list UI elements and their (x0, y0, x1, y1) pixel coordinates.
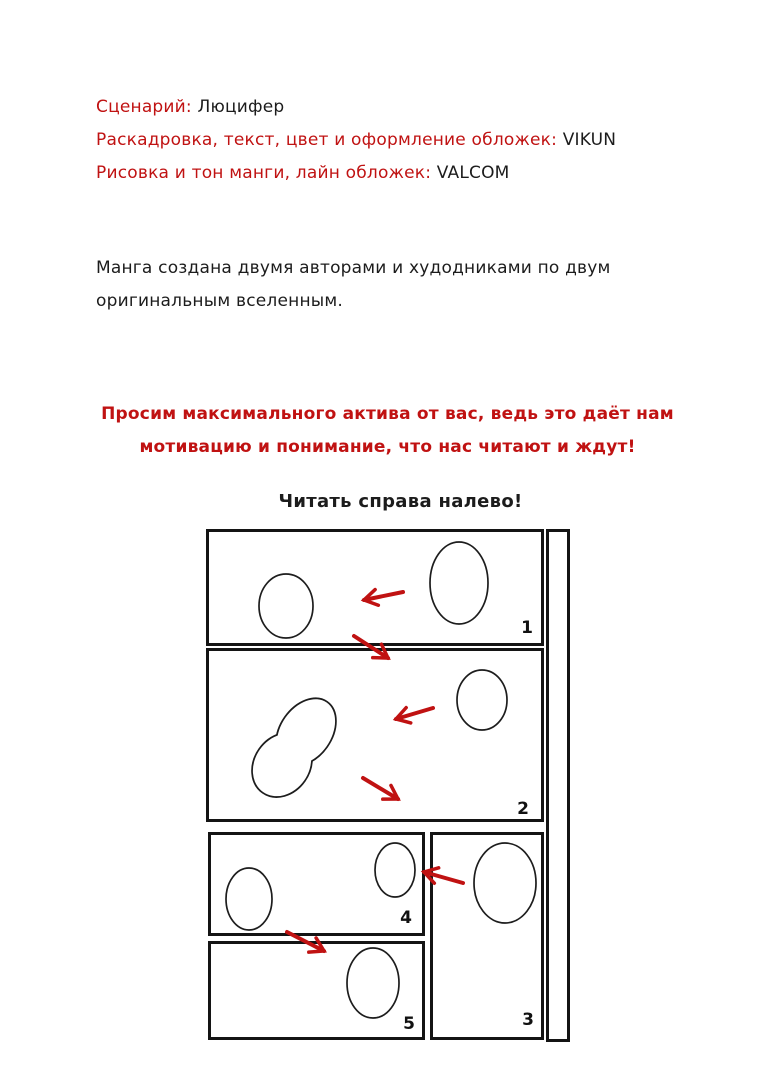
panel-number-2: 2 (517, 799, 529, 819)
panel-order-diagram-svg (206, 529, 576, 1044)
credit-line-scenario (96, 91, 616, 124)
cta-line-1: Просим максимального актива от вас, ведь это даёт нам (101, 404, 674, 424)
speech-bubble (226, 868, 272, 930)
credit-line-lineart (96, 157, 616, 190)
credit-label: Сценарий: (96, 97, 192, 117)
credit-label: Рисовка и тон манги, лайн обложек: (96, 163, 432, 183)
credit-value: VALCOM (436, 163, 510, 183)
reading-direction-note: Читать справа налево! (278, 491, 523, 512)
speech-bubble (375, 843, 415, 897)
panel-number-4: 4 (400, 908, 412, 928)
panel-number-1: 1 (521, 618, 533, 638)
panel-1-frame (208, 531, 543, 645)
credit-label: Раскадровка, текст, цвет и оформление обложек: (96, 130, 558, 150)
credit-line-storyboard (96, 124, 616, 157)
about-paragraph (96, 252, 611, 318)
about-line-1: Манга создана двумя авторами и худодниками по двум (96, 258, 611, 278)
about-line-2: оригинальным вселенным. (96, 291, 344, 311)
panel-number-5: 5 (403, 1014, 415, 1034)
credit-value: Люцифер (197, 97, 285, 117)
speech-bubble (457, 670, 507, 730)
panel-number-3: 3 (522, 1010, 534, 1030)
credits-block (96, 91, 616, 190)
credit-value: VIKUN (562, 130, 617, 150)
cta-paragraph (0, 398, 775, 464)
speech-bubble (347, 948, 399, 1018)
side-strip-frame (548, 531, 569, 1041)
speech-bubble (259, 574, 313, 638)
speech-bubble (430, 542, 488, 624)
panel-order-diagram (206, 529, 576, 1044)
cta-line-2: мотивацию и понимание, что нас читают и ждут! (139, 437, 636, 457)
speech-bubble (474, 843, 536, 923)
